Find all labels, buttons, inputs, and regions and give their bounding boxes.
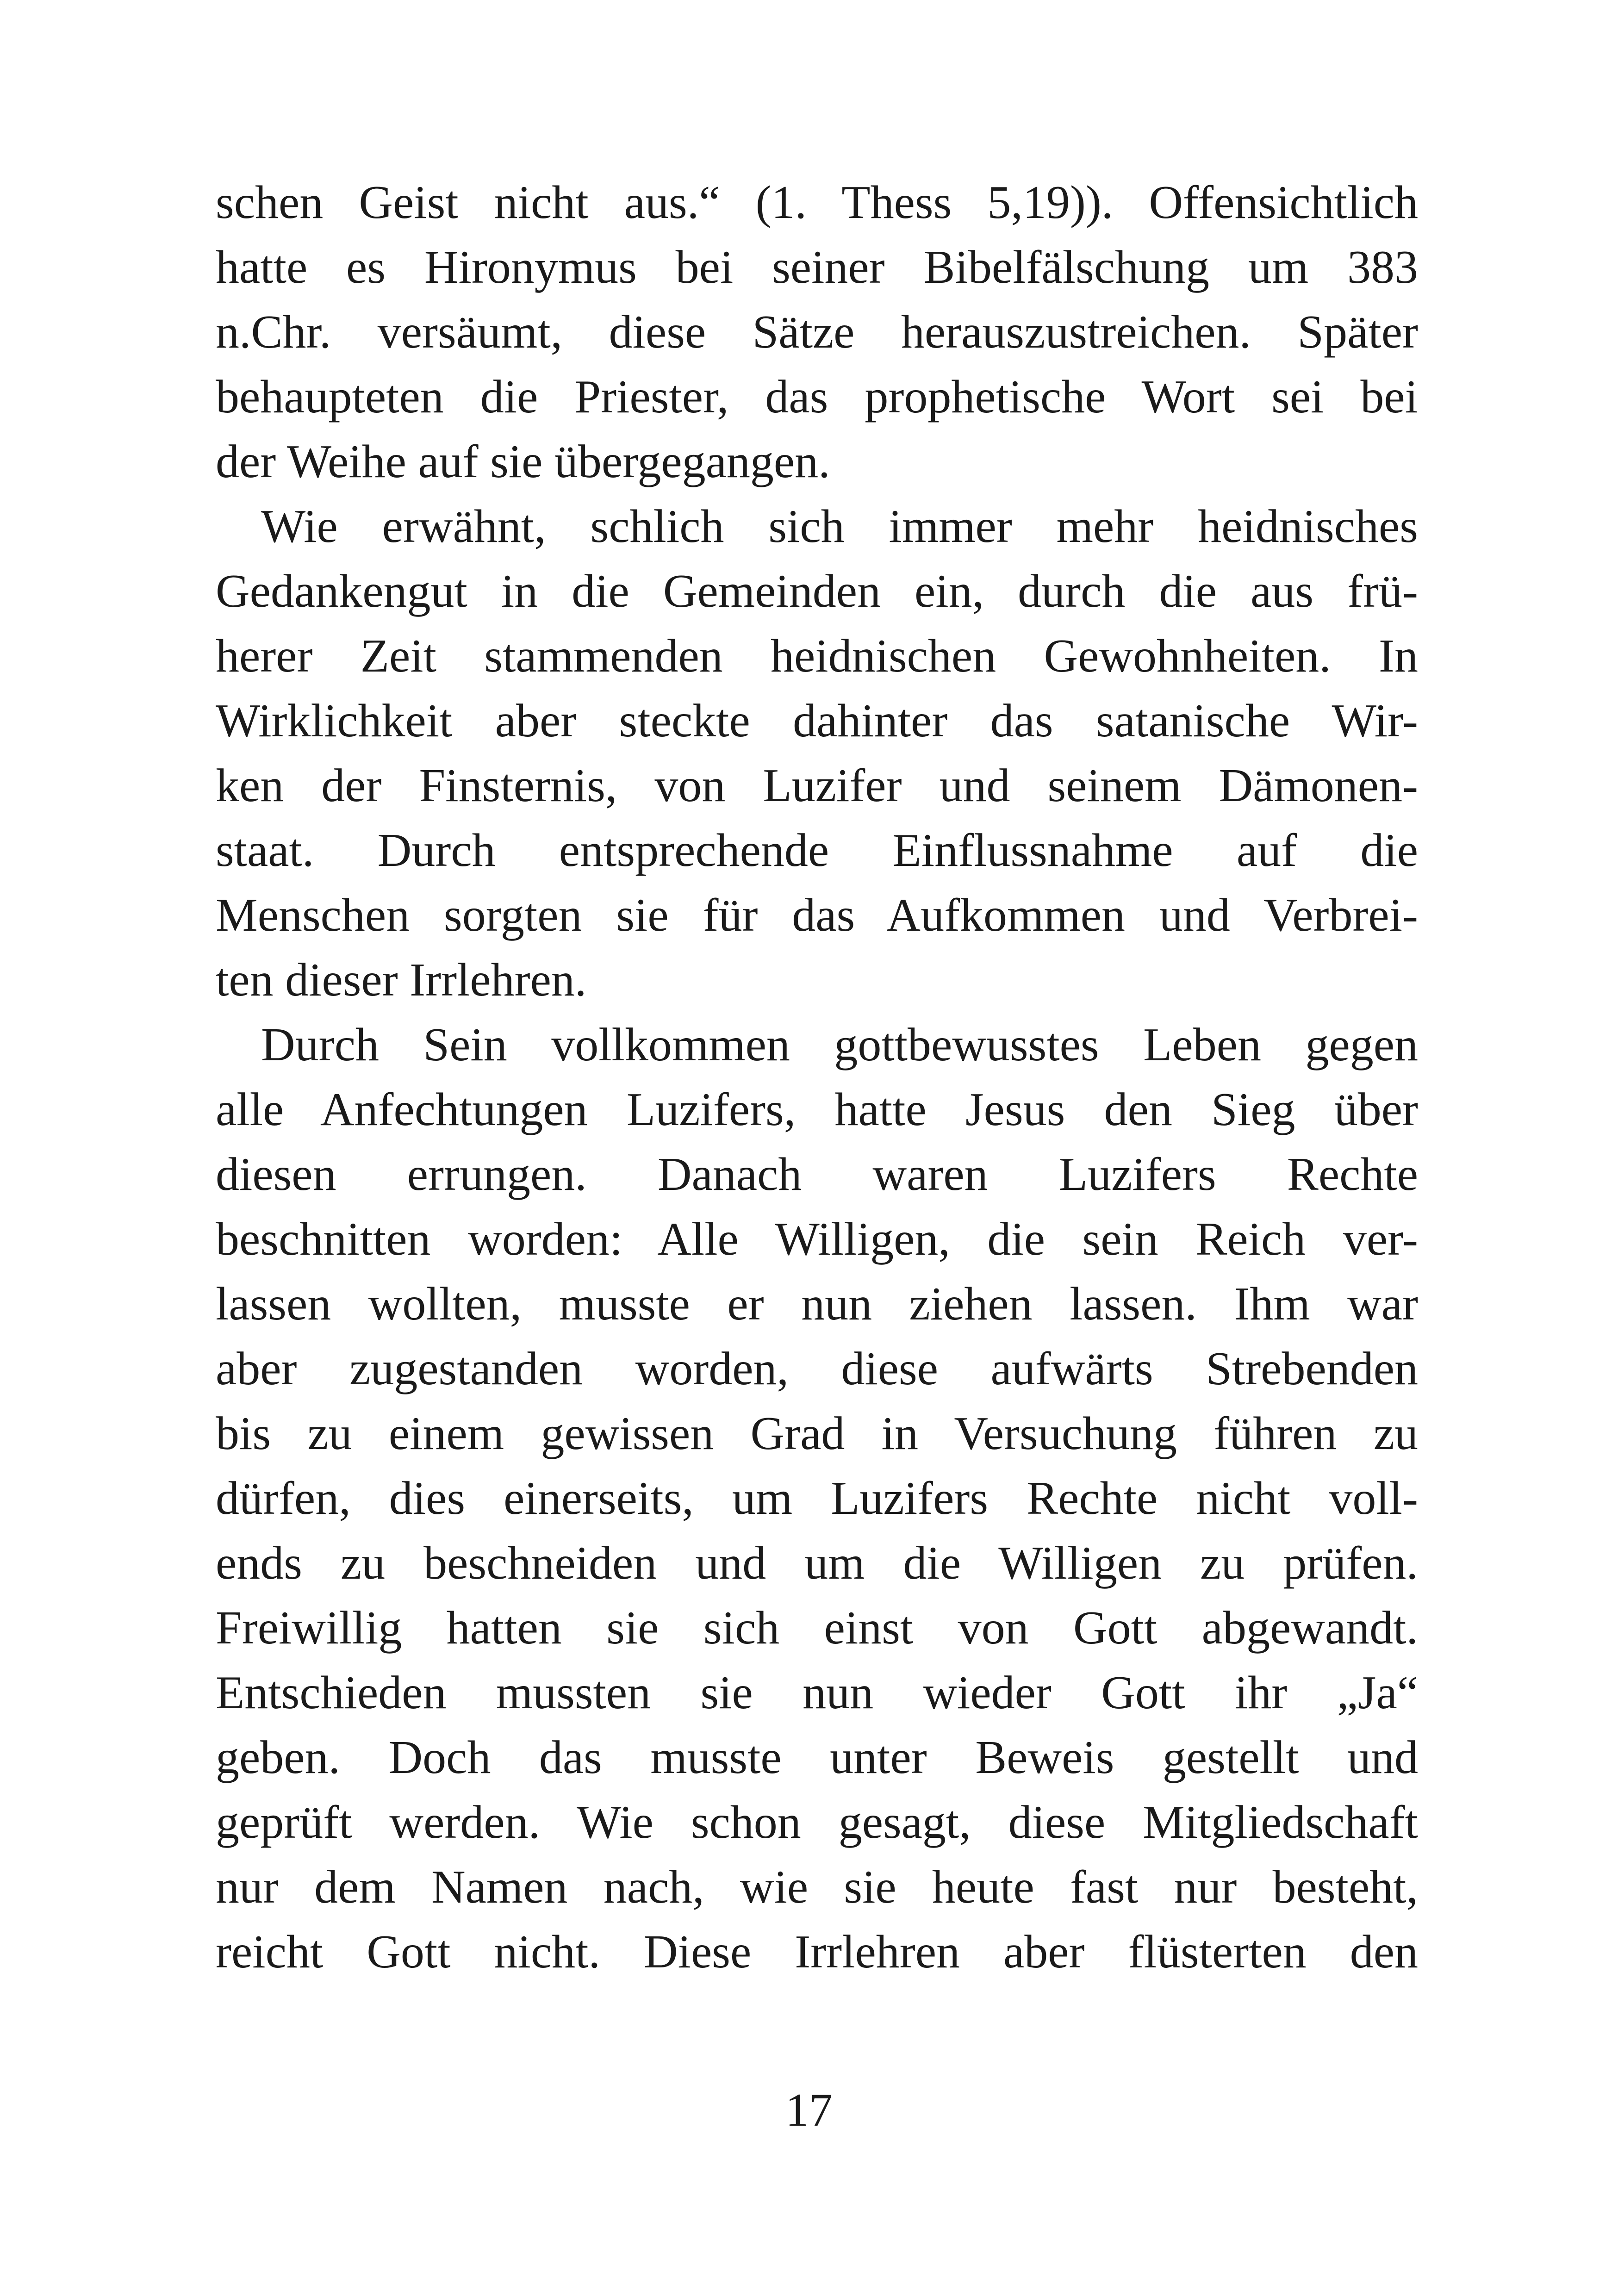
text-line: Entschieden mussten sie nun wieder Gott ihr „Ja“ xyxy=(216,1667,1418,1719)
text-line: dürfen, dies einerseits, um Luzifers Rechte nicht voll- xyxy=(216,1472,1418,1524)
body-text xyxy=(216,170,1418,1985)
text-line: staat. Durch entsprechende Einflussnahme auf die xyxy=(216,824,1418,877)
text-line: nur dem Namen nach, wie sie heute fast nur besteht, xyxy=(216,1861,1418,1913)
text-line: hatte es Hironymus bei seiner Bibelfälschung um 383 xyxy=(216,241,1418,293)
text-line: bis zu einem gewissen Grad in Versuchung führen zu xyxy=(216,1407,1418,1460)
text-line: schen Geist nicht aus.“ (1. Thess 5,19)). Offensichtlich xyxy=(216,176,1418,229)
text-line: alle Anfechtungen Luzifers, hatte Jesus den Sieg über xyxy=(216,1083,1418,1136)
text-line: n.Chr. versäumt, diese Sätze herauszustreichen. Später xyxy=(216,306,1418,358)
text-line: herer Zeit stammenden heidnischen Gewohnheiten. In xyxy=(216,630,1418,682)
text-line: geprüft werden. Wie schon gesagt, diese Mitgliedschaft xyxy=(216,1796,1418,1848)
text-line: lassen wollten, musste er nun ziehen lassen. Ihm war xyxy=(216,1278,1418,1330)
text-line: behaupteten die Priester, das prophetische Wort sei bei xyxy=(216,371,1418,423)
text-line: Gedankengut in die Gemeinden ein, durch die aus frü- xyxy=(216,565,1418,617)
text-line: Menschen sorgten sie für das Aufkommen und Verbrei- xyxy=(216,889,1418,941)
text-line: Wirklichkeit aber steckte dahinter das satanische Wir- xyxy=(216,695,1418,747)
text-line: Durch Sein vollkommen gottbewusstes Leben gegen xyxy=(261,1019,1418,1071)
text-line: ends zu beschneiden und um die Willigen zu prüfen. xyxy=(216,1537,1418,1589)
text-line: beschnitten worden: Alle Willigen, die sein Reich ver- xyxy=(216,1213,1418,1265)
text-line: geben. Doch das musste unter Beweis gestellt und xyxy=(216,1731,1418,1784)
text-line: ten dieser Irrlehren. xyxy=(216,954,587,1006)
page-number: 17 xyxy=(785,2084,833,2136)
text-line: Freiwillig hatten sie sich einst von Gott abgewandt. xyxy=(216,1602,1418,1654)
text-line: ken der Finsternis, von Luzifer und seinem Dämonen- xyxy=(216,759,1418,812)
text-line: diesen errungen. Danach waren Luzifers Rechte xyxy=(216,1148,1418,1201)
text-line: reicht Gott nicht. Diese Irrlehren aber flüsterten den xyxy=(216,1926,1418,1978)
text-line: aber zugestanden worden, diese aufwärts Strebenden xyxy=(216,1343,1418,1395)
text-line: der Weihe auf sie übergegangen. xyxy=(216,436,830,488)
text-line: Wie erwähnt, schlich sich immer mehr heidnisches xyxy=(261,500,1418,553)
